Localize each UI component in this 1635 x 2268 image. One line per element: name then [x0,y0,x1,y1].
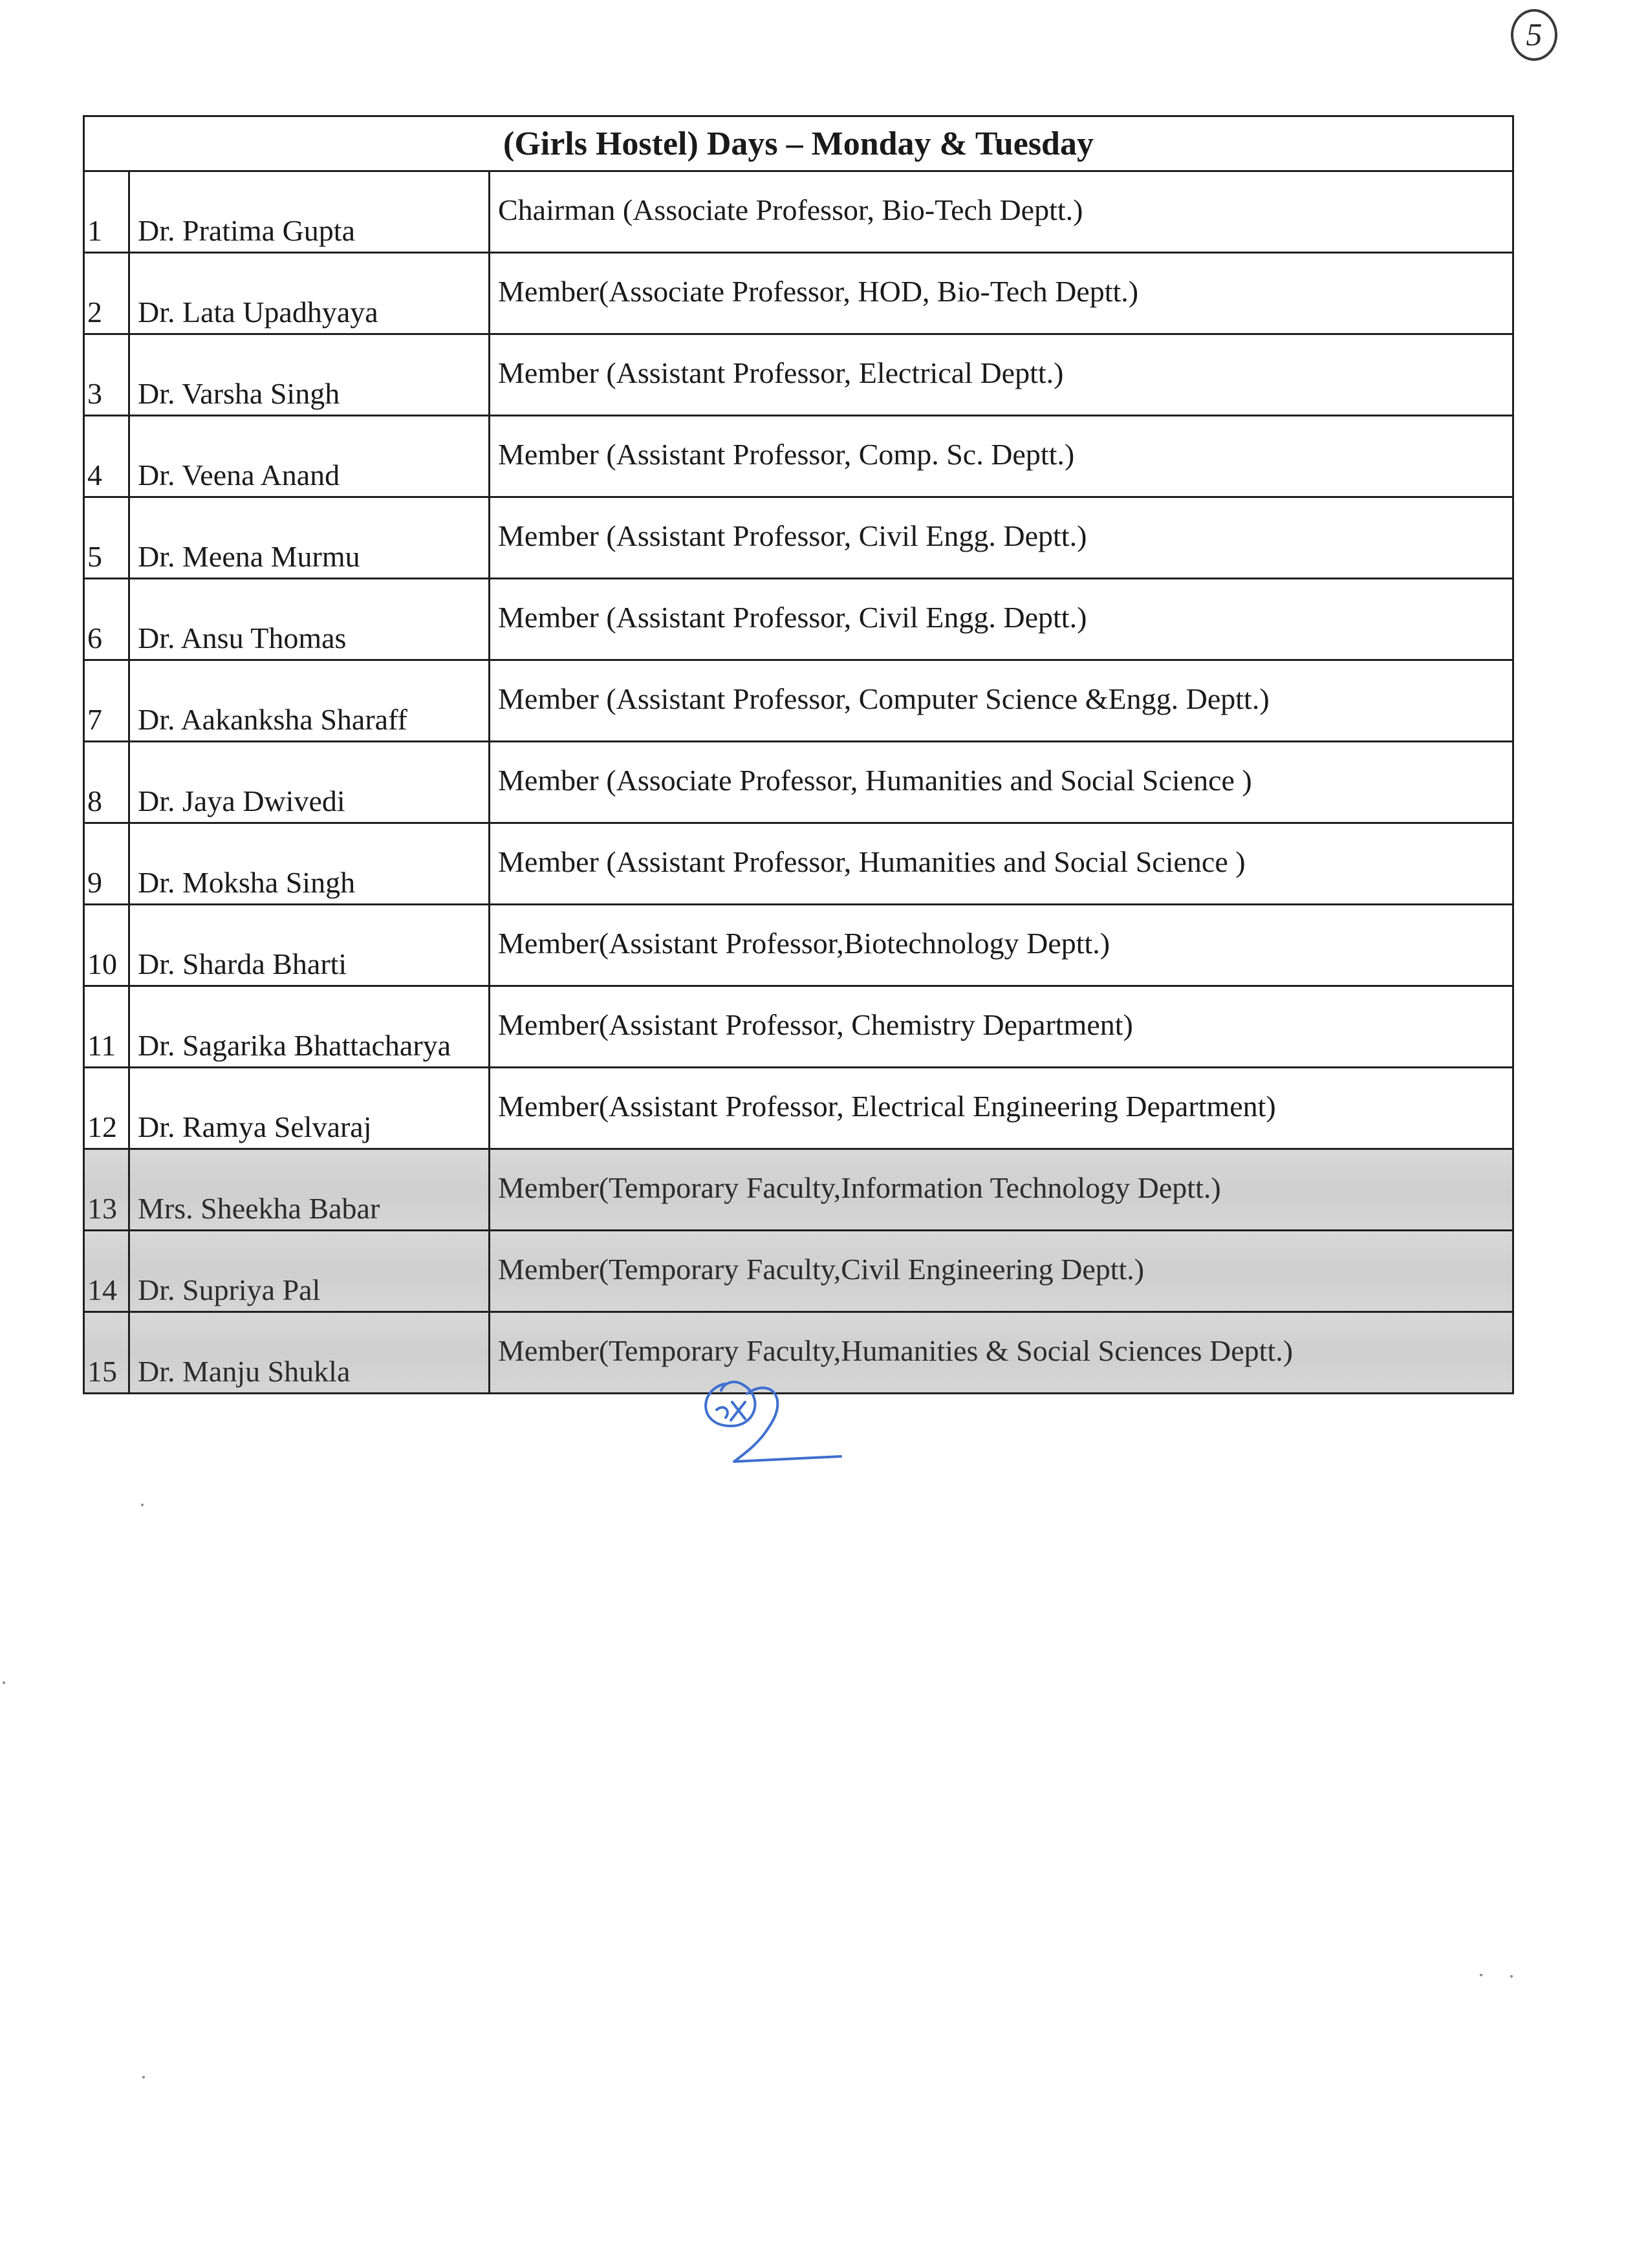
serial-number-cell: 9 [84,823,129,905]
serial-number-cell: 2 [84,253,129,334]
member-name-cell: Dr. Jaya Dwivedi [129,742,490,823]
serial-number-cell: 12 [84,1068,129,1149]
member-name-cell: Dr. Meena Murmu [129,497,490,579]
scan-speck [141,1504,144,1506]
signature [686,1365,854,1481]
designation-cell: Member (Assistant Professor, Civil Engg. Deptt.) [490,579,1513,660]
designation-cell: Member (Associate Professor, Humanities and Social Science ) [490,742,1513,823]
member-name-cell: Dr. Moksha Singh [129,823,490,905]
member-name-cell: Dr. Sharda Bharti [129,905,490,986]
serial-number-cell: 15 [84,1312,129,1394]
member-name-cell: Mrs. Sheekha Babar [129,1149,490,1231]
member-name-cell: Dr. Ansu Thomas [129,579,490,660]
table-row [84,823,1513,905]
serial-number-cell: 6 [84,579,129,660]
member-name-cell: Dr. Sagarika Bhattacharya [129,986,490,1068]
scan-speck [1480,1974,1482,1976]
member-name-cell: Dr. Veena Anand [129,416,490,497]
designation-cell: Member(Assistant Professor,Biotechnology Deptt.) [490,905,1513,986]
member-name-cell: Dr. Varsha Singh [129,334,490,416]
member-name-cell: Dr. Manju Shukla [129,1312,490,1394]
committee-table [83,115,1514,1394]
table-row [84,1149,1513,1231]
serial-number-cell: 10 [84,905,129,986]
designation-cell: Member(Temporary Faculty,Civil Engineering Deptt.) [490,1231,1513,1312]
table-row [84,334,1513,416]
table-row [84,416,1513,497]
scan-speck [142,2076,145,2079]
designation-cell: Member (Assistant Professor, Comp. Sc. Deptt.) [490,416,1513,497]
designation-cell: Member(Assistant Professor, Chemistry Department) [490,986,1513,1068]
scan-speck [1510,1975,1513,1978]
serial-number-cell: 4 [84,416,129,497]
table-title: (Girls Hostel) Days – Monday & Tuesday [84,116,1513,171]
table-row [84,986,1513,1068]
serial-number-cell: 7 [84,660,129,742]
designation-cell: Member(Assistant Professor, Electrical Engineering Department) [490,1068,1513,1149]
page-number: 5 [1511,9,1557,61]
designation-cell: Member(Associate Professor, HOD, Bio-Tech Deptt.) [490,253,1513,334]
serial-number-cell: 8 [84,742,129,823]
table-row [84,253,1513,334]
designation-cell: Member(Temporary Faculty,Humanities & Social Sciences Deptt.) [490,1312,1513,1394]
table-row [84,171,1513,253]
member-name-cell: Dr. Lata Upadhyaya [129,253,490,334]
scan-speck [3,1681,5,1684]
table-row [84,579,1513,660]
designation-cell: Chairman (Associate Professor, Bio-Tech Deptt.) [490,171,1513,253]
designation-cell: Member(Temporary Faculty,Information Technology Deptt.) [490,1149,1513,1231]
table-title-row [84,116,1513,171]
table-row [84,742,1513,823]
table-body [84,171,1513,1394]
member-name-cell: Dr. Aakanksha Sharaff [129,660,490,742]
member-name-cell: Dr. Supriya Pal [129,1231,490,1312]
table-row [84,905,1513,986]
table-row [84,660,1513,742]
member-name-cell: Dr. Ramya Selvaraj [129,1068,490,1149]
serial-number-cell: 13 [84,1149,129,1231]
serial-number-cell: 5 [84,497,129,579]
serial-number-cell: 1 [84,171,129,253]
table-row [84,1068,1513,1149]
table-row [84,1231,1513,1312]
designation-cell: Member (Assistant Professor, Electrical Deptt.) [490,334,1513,416]
table-row [84,497,1513,579]
serial-number-cell: 11 [84,986,129,1068]
designation-cell: Member (Assistant Professor, Humanities and Social Science ) [490,823,1513,905]
serial-number-cell: 14 [84,1231,129,1312]
designation-cell: Member (Assistant Professor, Computer Science &Engg. Deptt.) [490,660,1513,742]
designation-cell: Member (Assistant Professor, Civil Engg. Deptt.) [490,497,1513,579]
member-name-cell: Dr. Pratima Gupta [129,171,490,253]
serial-number-cell: 3 [84,334,129,416]
